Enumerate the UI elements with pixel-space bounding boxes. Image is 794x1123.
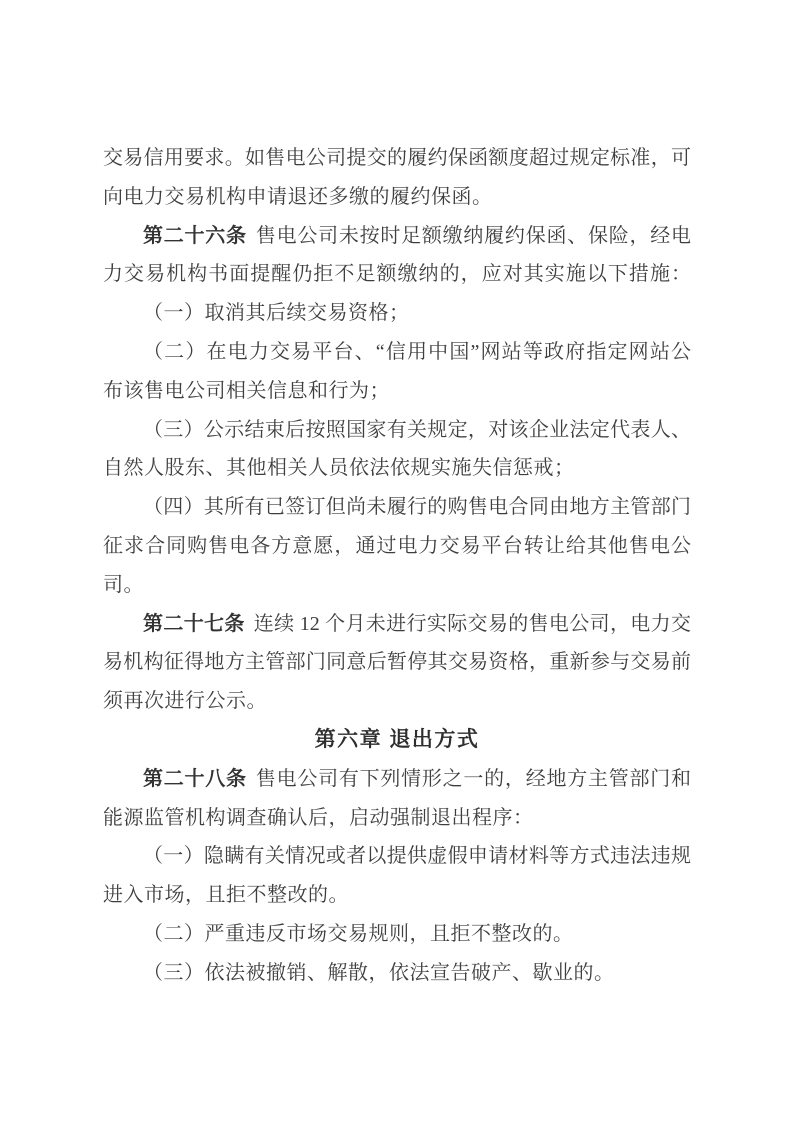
list-item-line: （二）在电力交易平台、“信用中国”网站等政府指定网站公 [143,340,691,363]
list-item-line: （三）依法被撤销、解散，依法宣告破产、歇业的。 [143,961,615,984]
text-line: 能源监管机构调查确认后，启动强制退出程序： [103,806,534,829]
list-item-line: （三）公示结束后按照国家有关规定，对该企业法定代表人、 [143,418,691,441]
article-number: 第二十八条 [143,767,247,790]
text-line: 力交易机构书面提醒仍拒不足额缴纳的，应对其实施以下措施： [103,263,691,286]
article-number: 第二十六条 [143,224,247,247]
article-text: 连续 12 个月未进行实际交易的售电公司，电力交 [253,612,692,635]
article-number: 第二十七条 [143,612,245,635]
chapter-heading: 第六章 退出方式 [314,727,480,751]
text-line: 向电力交易机构申请退还多缴的履约保函。 [103,185,493,208]
list-item-line: （一）隐瞒有关情况或者以提供虚假申请材料等方式违法违规 [143,845,691,868]
document-text-block [103,139,691,993]
list-item-line: （二）严重违反市场交易规则，且拒不整改的。 [143,922,574,945]
text-line: 司。 [103,573,144,596]
list-item-line: （一）取消其后续交易资格； [143,302,410,325]
text-line: 布该售电公司相关信息和行为； [103,379,390,402]
text-line: 进入市场，且拒不整改的。 [103,884,349,907]
article-text: 售电公司有下列情形之一的，经地方主管部门和 [255,767,692,790]
text-line: 自然人股东、其他相关人员依法依规实施失信惩戒； [103,457,575,480]
text-line: 征求合同购售电各方意愿，通过电力交易平台转让给其他售电公 [103,534,691,557]
article-28-line [103,760,691,799]
article-text: 售电公司未按时足额缴纳履约保函、保险，经电 [255,224,692,247]
article-26-line [103,217,691,256]
article-27-line [103,605,691,644]
text-line: 须再次进行公示。 [103,690,267,713]
text-line: 交易信用要求。如售电公司提交的履约保函额度超过规定标准，可 [103,147,691,169]
text-line: 易机构征得地方主管部门同意后暂停其交易资格，重新参与交易前 [103,651,691,674]
list-item-line: （四）其所有已签订但尚未履行的购售电合同由地方主管部门 [143,496,691,519]
